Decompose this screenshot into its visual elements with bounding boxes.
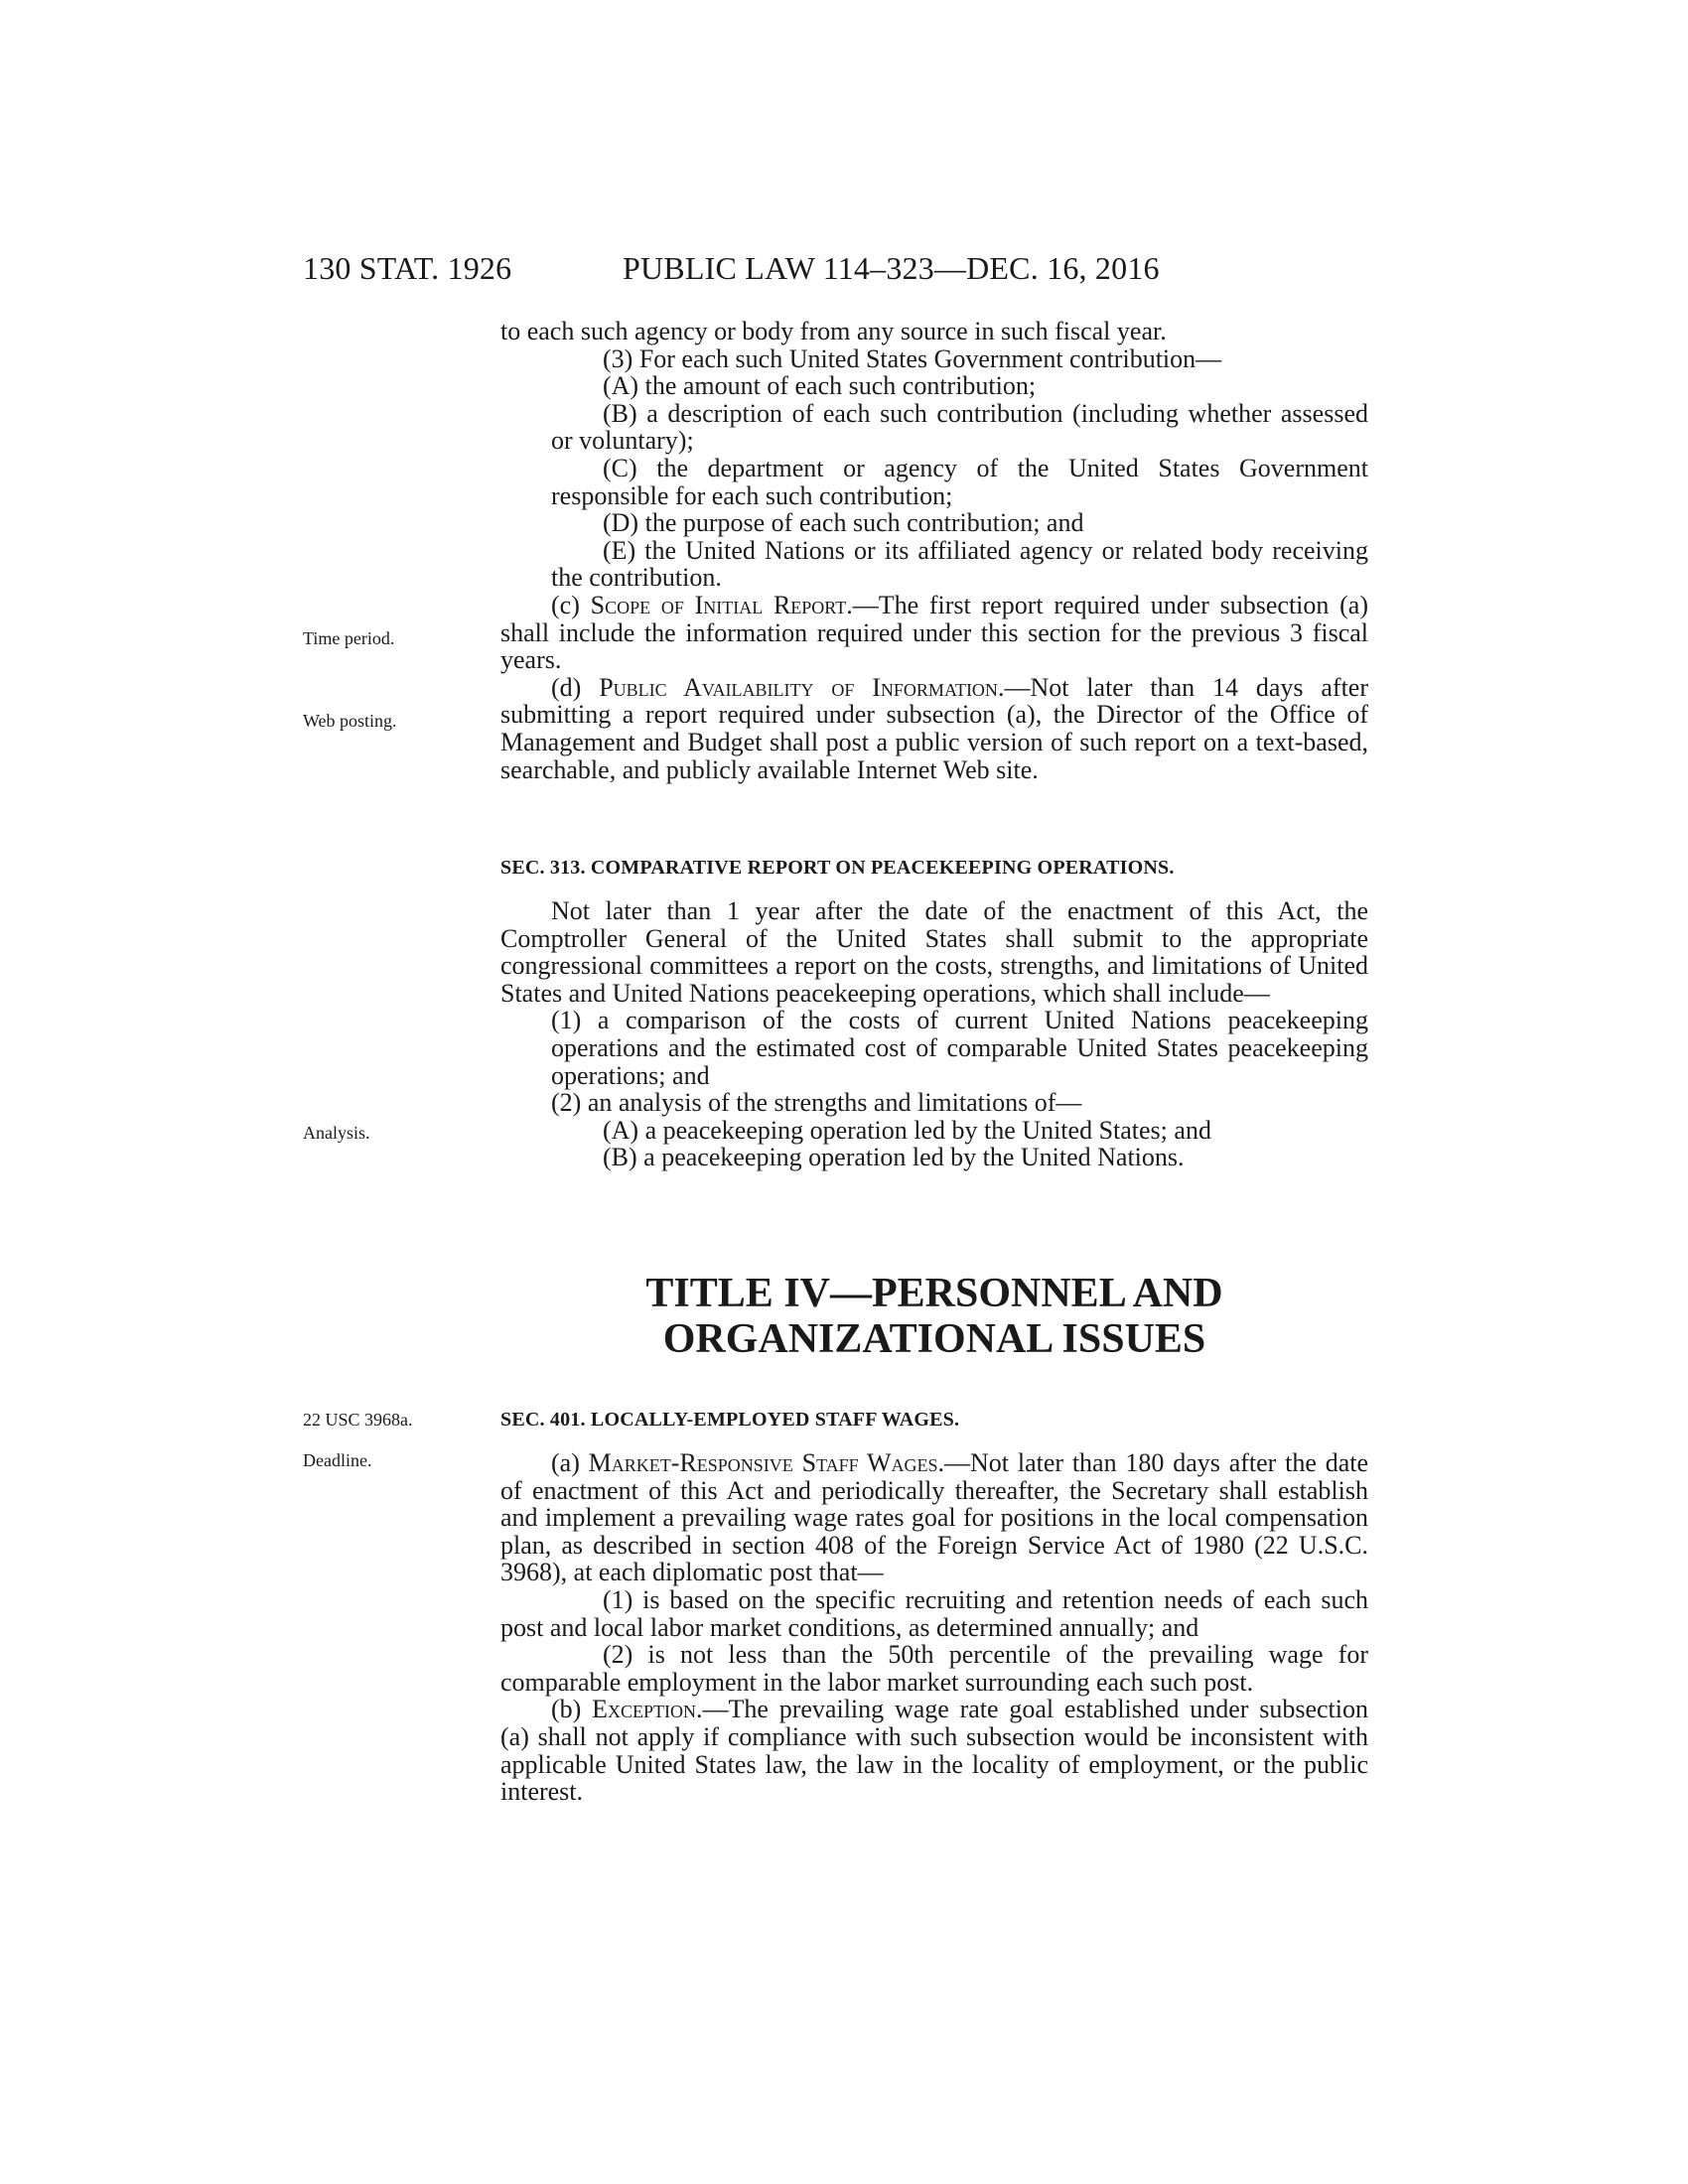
subsection-401-b <box>500 1696 1368 1805</box>
subsection-c-heading: Scope of Initial Report <box>590 590 847 619</box>
section-313-item-2a: (A) a peacekeeping operation led by the United States; and <box>603 1115 1211 1145</box>
subsection-c-label: (c) <box>551 590 580 619</box>
subparagraph-d: (D) the purpose of each such contribution; and <box>603 508 1084 538</box>
subsection-401-a <box>500 1449 1368 1586</box>
paragraph-401-a-2: (2) is not less than the 50th percentile of the prevailing wage for comparable employment in the labor market surrounding each such post. <box>500 1640 1368 1697</box>
subsection-401-b-heading: Exception <box>592 1695 697 1724</box>
running-header: PUBLIC LAW 114–323—DEC. 16, 2016 <box>623 250 1160 286</box>
subsection-d-text: .—Not later than 14 days after submitting a report required under subsection (a), the Director of the Office of Management and Budget shall post a public version of such report on a text-based, searchable, and publicly available Internet Web site. <box>500 672 1368 784</box>
subsection-401-b-label: (b) <box>551 1695 582 1724</box>
margin-note-usc: 22 USC 3968a. <box>303 1410 413 1430</box>
subsection-d-label: (d) <box>551 672 582 702</box>
margin-note-analysis: Analysis. <box>303 1123 370 1143</box>
subparagraph-c: (C) the department or agency of the United States Government responsible for each such contribution; <box>551 453 1368 510</box>
margin-note-time-period: Time period. <box>303 628 395 648</box>
section-313-item-2: (2) an analysis of the strengths and limitations of— <box>551 1088 1082 1118</box>
subsection-401-a-text: .—Not later than 180 days after the date of enactment of this Act and periodically thereafter, the Secretary shall establish and implement a prevailing wage rates goal for positions in the local compensation plan, as described in section 408 of the Foreign Service Act of 1980 (22 U.S.C. 3968), at each diplomatic post that— <box>500 1448 1369 1587</box>
section-313-item-1: (1) a comparison of the costs of current United Nations peacekeeping operations and the estimated cost of comparable United States peacekeeping operations; and <box>551 1006 1368 1090</box>
margin-note-web-posting: Web posting. <box>303 711 397 731</box>
subsection-c-text: .—The first report required under subsection (a) shall include the information required under this section for the previous 3 fiscal years. <box>500 590 1368 675</box>
subsection-401-a-heading: Market-Responsive Staff Wages <box>588 1448 938 1477</box>
title-line-1: TITLE IV—PERSONNEL AND <box>645 1271 1223 1316</box>
page-reference: 130 STAT. 1926 <box>303 250 512 286</box>
subsection-d <box>500 674 1368 783</box>
title-heading <box>500 1271 1368 1362</box>
continuation-paragraph: to each such agency or body from any source in such fiscal year. <box>500 317 1167 345</box>
subsection-d-heading: Public Availability of Information <box>599 672 998 702</box>
paragraph-3: (3) For each such United States Government contribution— <box>603 343 1222 373</box>
subsection-401-b-text: .—The prevailing wage rate goal established under subsection (a) shall not apply if compliance with such subsection would be inconsistent with applicable United States law, the law in the locality of employment, or the public interest. <box>500 1695 1368 1807</box>
section-313 <box>500 856 1368 1171</box>
section-313-item-2b: (B) a peacekeeping operation led by the United Nations. <box>603 1143 1185 1172</box>
subsection-c <box>500 592 1368 674</box>
margin-note-deadline: Deadline. <box>303 1450 372 1470</box>
title-line-2: ORGANIZATIONAL ISSUES <box>662 1316 1206 1362</box>
section-313-heading: SEC. 313. COMPARATIVE REPORT ON PEACEKEEPING OPERATIONS. <box>500 857 1175 879</box>
subsection-401-a-label: (a) <box>551 1448 580 1477</box>
subparagraph-e: (E) the United Nations or its affiliated agency or related body receiving the contribution. <box>551 535 1368 593</box>
contribution-list <box>500 318 1368 783</box>
paragraph-401-a-1: (1) is based on the specific recruiting and retention needs of each such post and local labor market conditions, as determined annually; and <box>500 1584 1368 1642</box>
subparagraph-b: (B) a description of each such contribution (including whether assessed or voluntary); <box>551 398 1368 456</box>
subparagraph-a: (A) the amount of each such contribution; <box>603 371 1037 401</box>
section-401-heading: SEC. 401. LOCALLY-EMPLOYED STAFF WAGES. <box>500 1409 960 1431</box>
section-313-intro: Not later than 1 year after the date of the enactment of this Act, the Comptroller General of the United States shall submit to the appropriate congressional committees a report on the costs, strengths, and limitations of United States and United Nations peacekeeping operations, which shall include— <box>500 896 1368 1008</box>
section-401 <box>500 1408 1368 1806</box>
